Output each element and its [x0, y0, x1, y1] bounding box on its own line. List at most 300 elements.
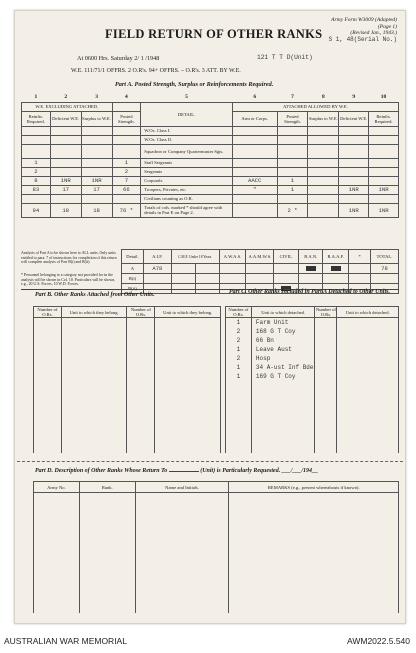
part-b-cell[interactable] — [127, 390, 155, 399]
part-c-num[interactable] — [226, 390, 252, 399]
attached-allowed-head: ATTACHED ALLOWED BY W.E. — [232, 102, 398, 111]
part-b-cell[interactable] — [61, 336, 127, 345]
part-a-title: Part A. Posted Strength, Surplus or Reinforcements Required. — [115, 81, 274, 88]
part-d-cell[interactable] — [34, 503, 80, 513]
part-c-unit[interactable]: 34 A-ust Inf Bde — [251, 363, 315, 372]
part-b-cell[interactable] — [34, 372, 62, 381]
part-b-cell[interactable] — [34, 345, 62, 354]
part-a-row — [22, 185, 399, 194]
part-b-cell[interactable] — [127, 372, 155, 381]
part-a-cell-c4[interactable]: 76 * — [112, 203, 141, 217]
blacked-out-mark — [331, 266, 341, 271]
part-a-cell-c2[interactable] — [50, 158, 81, 167]
col-num-7: 7 — [291, 94, 294, 101]
part-b-cell[interactable] — [34, 417, 62, 426]
part-a-cell-c5[interactable]: AACC — [232, 176, 277, 185]
part-c-row — [226, 399, 399, 408]
part-a-row — [22, 167, 399, 176]
part-a-cell-c2[interactable]: 18 — [50, 203, 81, 217]
part-a-cell-c9[interactable] — [369, 176, 399, 185]
part-b-cell[interactable] — [34, 381, 62, 390]
part-c-unit-2[interactable] — [337, 444, 399, 453]
part-b-cell[interactable] — [155, 327, 221, 336]
part-a-cell-c5[interactable] — [232, 203, 277, 217]
part-a-cell-c1[interactable] — [22, 135, 51, 144]
part-a-cell-c5[interactable] — [232, 158, 277, 167]
part-a-cell-c7[interactable] — [308, 185, 339, 194]
part-a-cell-c2[interactable]: 17 — [50, 185, 81, 194]
part-a-cell-c3[interactable] — [81, 144, 112, 158]
part-d-cell[interactable] — [79, 543, 135, 553]
part-c-unit[interactable] — [251, 381, 315, 390]
part-a-cell-c8[interactable] — [339, 167, 369, 176]
part-c-head-unit-2: Unit to which detached. — [337, 307, 399, 318]
analysis-head-aif: A.I.F. — [143, 250, 171, 264]
part-b-cell[interactable] — [155, 417, 221, 426]
part-b-row — [34, 444, 221, 453]
part-b-cell[interactable] — [155, 435, 221, 444]
part-d-cell[interactable] — [229, 513, 399, 523]
part-d-cell[interactable] — [229, 573, 399, 583]
part-a-cell-c4[interactable] — [112, 144, 141, 158]
part-a-cell-c3[interactable]: 18 — [81, 203, 112, 217]
part-c-num[interactable] — [226, 399, 252, 408]
part-c-num-2[interactable] — [315, 327, 337, 336]
part-c-num-2[interactable] — [315, 381, 337, 390]
part-c-num-2[interactable] — [315, 435, 337, 444]
part-c-unit[interactable] — [251, 417, 315, 426]
analysis-note: Analysis of Part A to be shown here to ALL units. Only units entitled to para. 7 of instructions for completion of this return will complete analysis of Part B(i) and B(ii). — [21, 251, 117, 265]
part-a-cell-c2[interactable] — [50, 167, 81, 176]
part-b-cell[interactable] — [34, 363, 62, 372]
part-b-cell[interactable] — [155, 426, 221, 435]
part-c-num[interactable] — [226, 426, 252, 435]
part-b-cell[interactable] — [155, 381, 221, 390]
form-sheet — [14, 10, 406, 624]
part-c-num[interactable]: 2 — [226, 327, 252, 336]
part-c-num[interactable] — [226, 435, 252, 444]
part-b-cell[interactable] — [127, 408, 155, 417]
part-c-unit-2[interactable] — [337, 336, 399, 345]
form-revised-line: (Revised Jan., 1943.) — [350, 30, 397, 36]
part-c-num[interactable] — [226, 408, 252, 417]
part-a-cell-c9[interactable] — [369, 194, 399, 203]
part-c-num[interactable]: 2 — [226, 354, 252, 363]
part-d-cell[interactable] — [229, 593, 399, 603]
part-a-cell-c8[interactable] — [339, 144, 369, 158]
part-d-cell[interactable] — [79, 513, 135, 523]
part-c-num-2[interactable] — [315, 354, 337, 363]
part-b-cell[interactable] — [61, 363, 127, 372]
part-c-unit-2[interactable] — [337, 426, 399, 435]
part-c-unit[interactable]: Leave Aust — [251, 345, 315, 354]
part-a-cell-c7[interactable] — [308, 135, 339, 144]
part-d-cell[interactable] — [79, 593, 135, 603]
part-c-unit-2[interactable] — [337, 390, 399, 399]
part-a-cell-c9[interactable]: 1NR — [369, 203, 399, 217]
part-c-num[interactable] — [226, 444, 252, 453]
part-c-num-2[interactable] — [315, 426, 337, 435]
part-d-cell[interactable] — [135, 523, 229, 533]
part-d-cell[interactable] — [79, 523, 135, 533]
part-a-cell-c6[interactable]: 2 * — [277, 203, 308, 217]
part-c-unit-2[interactable] — [337, 399, 399, 408]
part-a-cell-c7[interactable] — [308, 167, 339, 176]
part-b-cell[interactable] — [127, 444, 155, 453]
part-d-cell[interactable] — [34, 583, 80, 593]
part-b-cell[interactable] — [61, 381, 127, 390]
part-c-unit-2[interactable] — [337, 354, 399, 363]
part-c-row — [226, 363, 399, 372]
part-a-cell-c8[interactable] — [339, 158, 369, 167]
part-c-num-2[interactable] — [315, 390, 337, 399]
part-d-row — [34, 533, 399, 543]
part-c-unit-2[interactable] — [337, 408, 399, 417]
part-d-cell[interactable] — [135, 593, 229, 603]
part-d-cell[interactable] — [135, 563, 229, 573]
part-a-row — [22, 194, 399, 203]
part-a-cell-c4[interactable]: 66 — [112, 185, 141, 194]
part-a-cell-c5[interactable] — [232, 144, 277, 158]
part-a-cell-c9[interactable] — [369, 126, 399, 135]
part-a-cell-c6[interactable] — [277, 135, 308, 144]
part-c-title: Part C. Other Ranks Included in Part A Detached to Other Units. — [229, 289, 390, 295]
part-d-row — [34, 573, 399, 583]
part-c-head-num-2: Number of O.Rs. — [315, 307, 336, 317]
part-a-cell-c5[interactable] — [232, 194, 277, 203]
part-c-unit-2[interactable] — [337, 318, 399, 327]
part-b-cell[interactable] — [127, 417, 155, 426]
part-d-cell[interactable] — [79, 493, 135, 503]
part-b-cell[interactable] — [155, 345, 221, 354]
part-b-cell[interactable] — [61, 372, 127, 381]
part-b-head-unit-2: Unit to which they belong. — [155, 307, 221, 318]
part-c-unit[interactable]: 169 G T Coy — [251, 372, 315, 381]
part-c-num[interactable]: 1 — [226, 372, 252, 381]
part-a-cell-c3[interactable] — [81, 167, 112, 176]
part-c-row — [226, 345, 399, 354]
part-d-cell[interactable] — [135, 573, 229, 583]
part-a-cell-c9[interactable] — [369, 167, 399, 176]
part-c-num-2[interactable] — [315, 444, 337, 453]
part-c-unit-2[interactable] — [337, 435, 399, 444]
part-b-cell[interactable] — [127, 399, 155, 408]
part-d-cell[interactable] — [34, 603, 80, 613]
part-a-cell-c3[interactable] — [81, 194, 112, 203]
part-a-cell-c6[interactable] — [277, 158, 308, 167]
analysis-row-a-aif: A78 — [143, 264, 171, 274]
part-a-cell-c6[interactable] — [277, 126, 308, 135]
part-d-cell[interactable] — [229, 583, 399, 593]
part-a-cell-c4[interactable] — [112, 194, 141, 203]
part-c-num-2[interactable] — [315, 318, 337, 327]
part-b-cell[interactable] — [127, 318, 155, 327]
part-a-cell-c3[interactable]: 1NR — [81, 176, 112, 185]
part-d-cell[interactable] — [135, 493, 229, 503]
part-c-unit-2[interactable] — [337, 345, 399, 354]
part-a-cell-c4[interactable] — [112, 126, 141, 135]
part-b-cell[interactable] — [155, 336, 221, 345]
part-a-cell-c8[interactable] — [339, 176, 369, 185]
part-d-cell[interactable] — [135, 543, 229, 553]
part-c-row — [226, 435, 399, 444]
part-c-unit[interactable] — [251, 426, 315, 435]
part-d-cell[interactable] — [79, 573, 135, 583]
part-d-cell[interactable] — [79, 503, 135, 513]
part-d-cell[interactable] — [79, 533, 135, 543]
part-c-num[interactable] — [226, 381, 252, 390]
part-d-cell[interactable] — [229, 503, 399, 513]
part-b-cell[interactable] — [34, 426, 62, 435]
part-a-cell-c6[interactable] — [277, 167, 308, 176]
part-b-cell[interactable] — [34, 336, 62, 345]
part-c-num[interactable]: 2 — [226, 336, 252, 345]
part-d-cell[interactable] — [34, 593, 80, 603]
part-c-num-2[interactable] — [315, 372, 337, 381]
part-a-cell-c2[interactable] — [50, 135, 81, 144]
part-b-cell[interactable] — [155, 363, 221, 372]
part-d-unit-blank[interactable] — [169, 471, 199, 472]
part-b-cell[interactable] — [61, 399, 127, 408]
part-d-cell[interactable] — [135, 533, 229, 543]
part-a-cell-c5[interactable]: " — [232, 185, 277, 194]
part-b-cell[interactable] — [61, 354, 127, 363]
part-a-cell-c4[interactable]: 7 — [112, 176, 141, 185]
part-c-num[interactable]: 1 — [226, 363, 252, 372]
part-d-cell[interactable] — [79, 583, 135, 593]
part-d-cell[interactable] — [135, 603, 229, 613]
part-a-cell-c1[interactable]: 94 — [22, 203, 51, 217]
part-a-cell-c2[interactable] — [50, 144, 81, 158]
part-a-detail: Troopers, Privates, etc. — [141, 185, 233, 194]
part-d-row — [34, 543, 399, 553]
part-d-cell[interactable] — [229, 553, 399, 563]
part-b-cell[interactable] — [61, 444, 127, 453]
part-c-num-2[interactable] — [315, 336, 337, 345]
part-a-cell-c4[interactable]: 2 — [112, 167, 141, 176]
part-b-cell[interactable] — [34, 435, 62, 444]
part-c-unit-2[interactable] — [337, 381, 399, 390]
part-b-cell[interactable] — [34, 318, 62, 327]
part-c-unit[interactable]: Farm Unit — [251, 318, 315, 327]
part-b-cell[interactable] — [127, 363, 155, 372]
part-d-cell[interactable] — [135, 583, 229, 593]
part-a-cell-c9[interactable] — [369, 144, 399, 158]
part-c-unit[interactable]: 168 G T Coy — [251, 327, 315, 336]
part-a-cell-c3[interactable]: 17 — [81, 185, 112, 194]
part-a-cell-c9[interactable]: 1NR — [369, 185, 399, 194]
part-c-unit[interactable]: Hosp — [251, 354, 315, 363]
part-a-cell-c1[interactable]: 8 — [22, 176, 51, 185]
part-c-unit[interactable]: 66 Bn — [251, 336, 315, 345]
part-c-num-2[interactable] — [315, 399, 337, 408]
part-b-cell[interactable] — [155, 444, 221, 453]
part-d-table — [33, 481, 399, 613]
part-a-cell-c1[interactable]: 83 — [22, 185, 51, 194]
part-a-cell-c7[interactable] — [308, 194, 339, 203]
part-c-unit[interactable] — [251, 408, 315, 417]
part-c-unit[interactable] — [251, 444, 315, 453]
part-d-cell[interactable] — [34, 563, 80, 573]
part-b-row — [34, 327, 221, 336]
part-b-cell[interactable] — [127, 336, 155, 345]
head-att-surplus: Surplus to W.E. — [308, 111, 339, 126]
part-d-cell[interactable] — [229, 533, 399, 543]
part-c-unit-2[interactable] — [337, 372, 399, 381]
part-c-unit-2[interactable] — [337, 327, 399, 336]
part-d-cell[interactable] — [34, 493, 80, 503]
part-a-cell-c8[interactable] — [339, 126, 369, 135]
part-b-cell[interactable] — [127, 345, 155, 354]
part-b-cell[interactable] — [127, 426, 155, 435]
part-a-cell-c4[interactable] — [112, 135, 141, 144]
part-a-cell-c8[interactable] — [339, 194, 369, 203]
part-d-cell[interactable] — [79, 563, 135, 573]
part-c-num[interactable]: 1 — [226, 345, 252, 354]
part-b-cell[interactable] — [155, 318, 221, 327]
col-num-5: 5 — [185, 94, 188, 101]
part-a-cell-c7[interactable] — [308, 158, 339, 167]
part-c-row — [226, 408, 399, 417]
part-d-cell[interactable] — [229, 493, 399, 503]
part-d-row — [34, 503, 399, 513]
analysis-head-raaf: R.A.A.F. — [323, 250, 349, 264]
part-d-cell[interactable] — [229, 563, 399, 573]
part-b-cell[interactable] — [34, 444, 62, 453]
part-d-cell[interactable] — [79, 603, 135, 613]
part-b-cell[interactable] — [61, 426, 127, 435]
part-a-cell-c8[interactable]: 1NR — [339, 203, 369, 217]
part-d-row — [34, 563, 399, 573]
part-b-cell[interactable] — [155, 372, 221, 381]
part-b-cell[interactable] — [127, 354, 155, 363]
serial-number: S 1, 48(Serial No.) — [328, 35, 397, 43]
part-a-detail: Squadron or Company Quartermaster Sgts. — [141, 144, 233, 158]
part-d-cell[interactable] — [135, 503, 229, 513]
part-d-cell[interactable] — [229, 523, 399, 533]
part-d-cell[interactable] — [34, 533, 80, 543]
part-b-cell[interactable] — [61, 417, 127, 426]
part-a-cell-c6[interactable]: 1 — [277, 176, 308, 185]
part-d-cell[interactable] — [34, 553, 80, 563]
part-a-cell-c8[interactable] — [339, 135, 369, 144]
part-a-cell-c5[interactable] — [232, 126, 277, 135]
part-b-cell[interactable] — [155, 354, 221, 363]
part-a-cell-c1[interactable] — [22, 126, 51, 135]
part-b-cell[interactable] — [127, 435, 155, 444]
part-a-cell-c6[interactable]: 1 — [277, 185, 308, 194]
part-a-cell-c1[interactable]: 2 — [22, 167, 51, 176]
part-b-cell[interactable] — [127, 327, 155, 336]
part-d-cell[interactable] — [79, 553, 135, 563]
part-c-unit-2[interactable] — [337, 417, 399, 426]
part-b-cell[interactable] — [61, 327, 127, 336]
part-a-cell-c1[interactable] — [22, 144, 51, 158]
part-b-cell[interactable] — [34, 390, 62, 399]
part-b-cell[interactable] — [155, 399, 221, 408]
part-a-cell-c3[interactable] — [81, 126, 112, 135]
part-d-cell[interactable] — [135, 513, 229, 523]
part-a-cell-c1[interactable]: 1 — [22, 158, 51, 167]
part-a-cell-c2[interactable] — [50, 126, 81, 135]
part-a-row — [22, 203, 399, 217]
part-a-cell-c7[interactable] — [308, 176, 339, 185]
part-a-cell-c6[interactable] — [277, 194, 308, 203]
analysis-row-a-total: 78 — [371, 264, 399, 274]
part-b-cell[interactable] — [61, 390, 127, 399]
part-c-num-2[interactable] — [315, 408, 337, 417]
col-num-1: 1 — [34, 94, 38, 101]
part-b-cell[interactable] — [61, 408, 127, 417]
part-b-cell[interactable] — [34, 327, 62, 336]
footer-accession: AWM2022.5.540 — [347, 636, 410, 646]
part-a-cell-c8[interactable]: 1NR — [339, 185, 369, 194]
part-c-unit[interactable] — [251, 399, 315, 408]
analysis-row-a-label: A — [122, 264, 144, 274]
part-c-unit[interactable] — [251, 435, 315, 444]
col-num-6: 6 — [253, 94, 257, 101]
part-a-cell-c3[interactable] — [81, 158, 112, 167]
part-d-cell[interactable] — [34, 523, 80, 533]
part-b-row — [34, 417, 221, 426]
part-c-num-2[interactable] — [315, 363, 337, 372]
part-c-unit-2[interactable] — [337, 363, 399, 372]
part-c-unit[interactable] — [251, 390, 315, 399]
col-num-10: 10 — [380, 94, 387, 101]
part-c-num[interactable]: 1 — [226, 318, 252, 327]
part-a-cell-c5[interactable] — [232, 167, 277, 176]
part-b-cell[interactable] — [61, 318, 127, 327]
part-b-cell[interactable] — [155, 390, 221, 399]
part-b-cell[interactable] — [34, 399, 62, 408]
part-d-cell[interactable] — [34, 573, 80, 583]
part-a-cell-c5[interactable] — [232, 135, 277, 144]
part-a-cell-c9[interactable] — [369, 135, 399, 144]
analysis-head-detail: Detail. — [122, 250, 144, 264]
part-b-cell[interactable] — [61, 345, 127, 354]
part-b-cell[interactable] — [155, 408, 221, 417]
part-b-head-unit-1: Unit to which they belong. — [61, 307, 127, 318]
part-c-num-2[interactable] — [315, 417, 337, 426]
part-a-row — [22, 176, 399, 185]
part-a-cell-c1[interactable] — [22, 194, 51, 203]
part-c-head-num-1: Number of O.Rs. — [226, 307, 252, 318]
part-a-cell-c6[interactable] — [277, 144, 308, 158]
part-a-cell-c7[interactable] — [308, 203, 339, 217]
part-c-row — [226, 381, 399, 390]
part-d-cell[interactable] — [135, 553, 229, 563]
part-d-cell[interactable] — [229, 603, 399, 613]
part-a-cell-c2[interactable]: 1NR — [50, 176, 81, 185]
part-c-num-2[interactable] — [315, 345, 337, 354]
head-att-deficient: Deficient W.E. — [339, 111, 369, 126]
part-a-cell-c4[interactable]: 1 — [112, 158, 141, 167]
part-b-cell[interactable] — [127, 381, 155, 390]
part-a-cell-c3[interactable] — [81, 135, 112, 144]
part-c-num[interactable] — [226, 417, 252, 426]
col-num-8: 8 — [321, 94, 325, 101]
part-d-cell[interactable] — [34, 513, 80, 523]
part-a-cell-c7[interactable] — [308, 144, 339, 158]
part-b-cell[interactable] — [61, 435, 127, 444]
part-b-cell[interactable] — [34, 354, 62, 363]
part-b-cell[interactable] — [34, 408, 62, 417]
part-a-cell-c2[interactable] — [50, 194, 81, 203]
part-d-cell[interactable] — [229, 543, 399, 553]
part-a-cell-c7[interactable] — [308, 126, 339, 135]
part-a-cell-c9[interactable] — [369, 158, 399, 167]
part-d-cell[interactable] — [34, 543, 80, 553]
